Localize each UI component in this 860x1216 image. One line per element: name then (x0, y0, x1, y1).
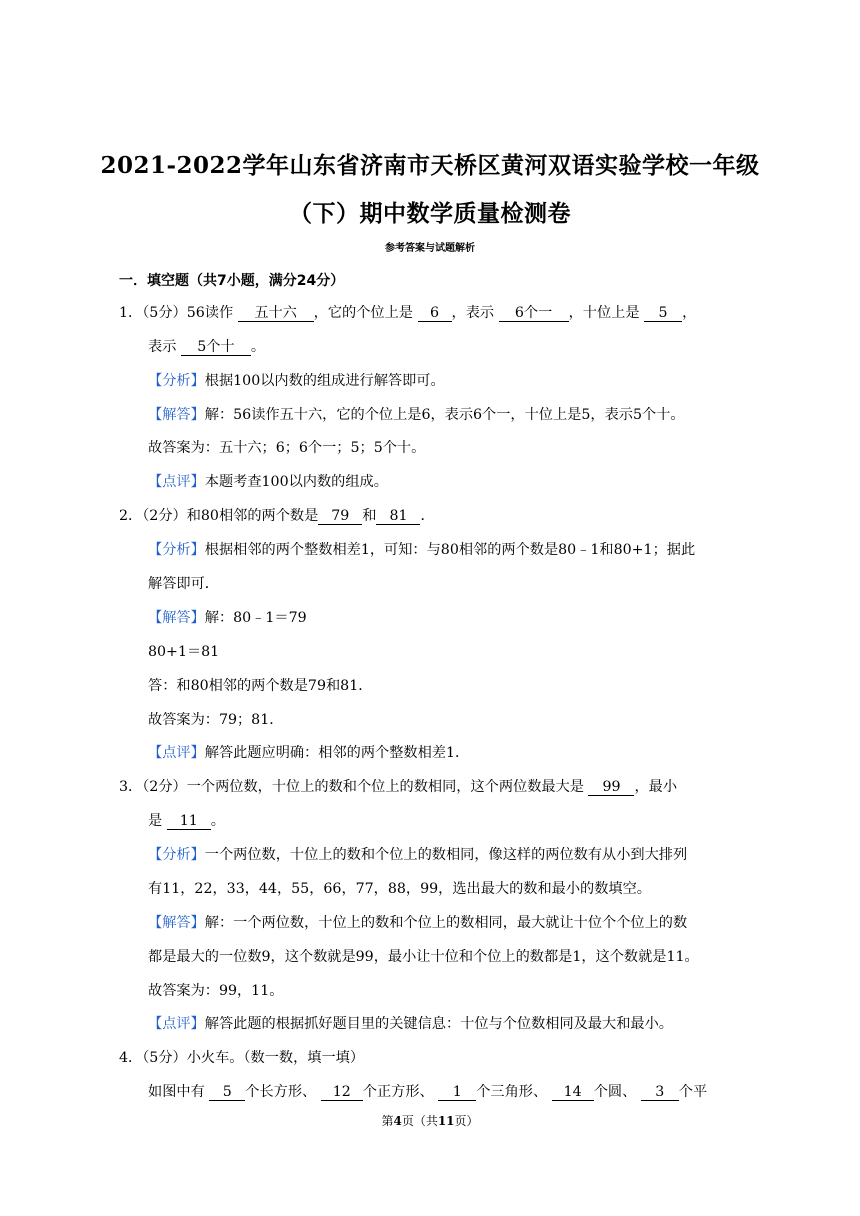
q2-answer2: 81 (376, 508, 420, 525)
q3-analysis-cont: 有11，22，33，44，55，66，77，88，99，选出最大的数和最小的数填空。 (148, 881, 651, 897)
q1-answer5: 5个十 (181, 339, 251, 356)
q1-analysis-text: 根据100以内数的组成进行解答即可。 (204, 373, 445, 389)
q2-comment (148, 744, 469, 762)
q4-answer4: 14 (552, 1084, 594, 1101)
analysis-tag: 【分析】 (148, 847, 205, 863)
q4-text1: 如图中有 (148, 1084, 205, 1100)
q2-solution-text: 解：80﹣1＝79 (204, 610, 307, 626)
q1-answer4: 5 (644, 305, 682, 322)
q2-analysis-text: 根据相邻的两个整数相差1，可知：与80相邻的两个数是80﹣1和80+1；据此 (204, 542, 696, 558)
q1-line2 (148, 338, 265, 356)
q1-text7: 。 (250, 339, 266, 355)
q3-answer2: 11 (167, 813, 211, 830)
q4-answer2: 12 (321, 1084, 363, 1101)
q1-answer2: 6 (418, 305, 452, 322)
page-title-line2: （下）期中数学质量检测卷 (289, 200, 571, 227)
q1-analysis (148, 372, 445, 390)
q1-comment (148, 473, 388, 491)
q3-comment (148, 1015, 673, 1033)
page-subtitle: 参考答案与试题解析 (385, 243, 475, 254)
footer-suffix: 页） (454, 1114, 479, 1128)
q4-text4: 个三角形、 (476, 1084, 548, 1100)
comment-tag: 【点评】 (148, 474, 205, 490)
q3-text4: 。 (210, 813, 225, 829)
q4-line1: 4．（5分）小火车。（数一数，填一填） (119, 1050, 365, 1066)
analysis-tag: 【分析】 (148, 373, 205, 389)
q3-analysis (148, 846, 687, 864)
q3-text2: ，最小 (634, 779, 678, 795)
q2-text2: 和 (362, 508, 377, 524)
footer-page-number: 4 (393, 1114, 402, 1128)
q1-comment-text: 本题考查100以内数的组成。 (204, 474, 388, 490)
solution-tag: 【解答】 (148, 407, 205, 423)
q4-answer1: 5 (209, 1084, 245, 1101)
q4-answer5: 3 (641, 1084, 679, 1101)
q1-answer3: 6个一 (499, 305, 569, 322)
footer-middle: 页（共 (401, 1114, 438, 1128)
q4-line2 (148, 1083, 707, 1101)
analysis-tag: 【分析】 (148, 542, 205, 558)
q3-solution-text: 解：一个两位数，十位上的数和个位上的数相同，最大就让十位个个位上的数 (204, 915, 688, 931)
q3-comment-text: 解答此题的根据抓好题目里的关键信息：十位与个位数相同及最大和最小。 (204, 1016, 673, 1032)
q3-text3: 是 (148, 813, 163, 829)
q3-solution (148, 914, 687, 932)
q2-text1: 2．（2分）和80相邻的两个数是 (119, 508, 319, 524)
q1-text5: ， (682, 305, 697, 321)
q1-text4: ，十位上是 (568, 305, 640, 321)
q3-answer1: 99 (588, 779, 634, 796)
q3-solution-cont: 都是最大的一位数9，这个数就是99，最小让十位和个位上的数都是1，这个数就是11。 (148, 949, 699, 965)
q3-line2 (148, 812, 225, 830)
q2-line1 (119, 507, 435, 525)
q1-text3: ，表示 (451, 305, 495, 321)
q1-answer-line: 故答案为：五十六；6；6个一；5；5个十。 (148, 440, 426, 456)
q3-answer-line: 故答案为：99，11。 (148, 983, 284, 999)
q2-text3: ． (420, 508, 435, 524)
page-title-line1: 2021-2022学年山东省济南市天桥区黄河双语实验学校一年级 (100, 152, 760, 179)
q2-reply-line: 答：和80相邻的两个数是79和81． (148, 678, 373, 694)
q3-analysis-text: 一个两位数，十位上的数和个位上的数相同，像这样的两位数有从小到大排列 (204, 847, 688, 863)
q2-calc-line: 80+1＝81 (148, 644, 220, 660)
comment-tag: 【点评】 (148, 745, 205, 761)
section-heading: 一．填空题（共7小题，满分24分） (119, 273, 345, 289)
footer-total-pages: 11 (437, 1114, 455, 1128)
q3-line1 (119, 778, 677, 796)
q2-comment-text: 解答此题应明确：相邻的两个整数相差1． (204, 745, 470, 761)
q4-text2: 个长方形、 (245, 1084, 317, 1100)
q3-text1: 3．（2分）一个两位数，十位上的数和个位上的数相同，这个两位数最大是 (119, 779, 584, 795)
q1-text1: 1．（5分）56读作 (119, 305, 234, 321)
solution-tag: 【解答】 (148, 610, 205, 626)
q2-analysis-cont: 解答即可． (148, 576, 219, 592)
q1-text6: 表示 (148, 339, 177, 355)
q2-answer-line: 故答案为：79；81． (148, 712, 284, 728)
q2-solution (148, 609, 307, 627)
footer-prefix: 第 (381, 1114, 394, 1128)
q2-answer1: 79 (318, 508, 362, 525)
page-footer (0, 1112, 860, 1129)
comment-tag: 【点评】 (148, 1016, 205, 1032)
q4-text6: 个平 (678, 1084, 708, 1100)
q4-answer3: 1 (438, 1084, 476, 1101)
q1-solution (148, 406, 685, 424)
q1-text2: ，它的个位上是 (313, 305, 413, 321)
q4-text3: 个正方形、 (362, 1084, 434, 1100)
q4-text5: 个圆、 (593, 1084, 637, 1100)
q1-solution-text: 解：56读作五十六，它的个位上是6，表示6个一，十位上是5，表示5个十。 (204, 407, 685, 423)
q1-line1 (119, 304, 696, 322)
q1-answer1: 五十六 (238, 305, 314, 322)
q2-analysis (148, 541, 695, 559)
solution-tag: 【解答】 (148, 915, 205, 931)
